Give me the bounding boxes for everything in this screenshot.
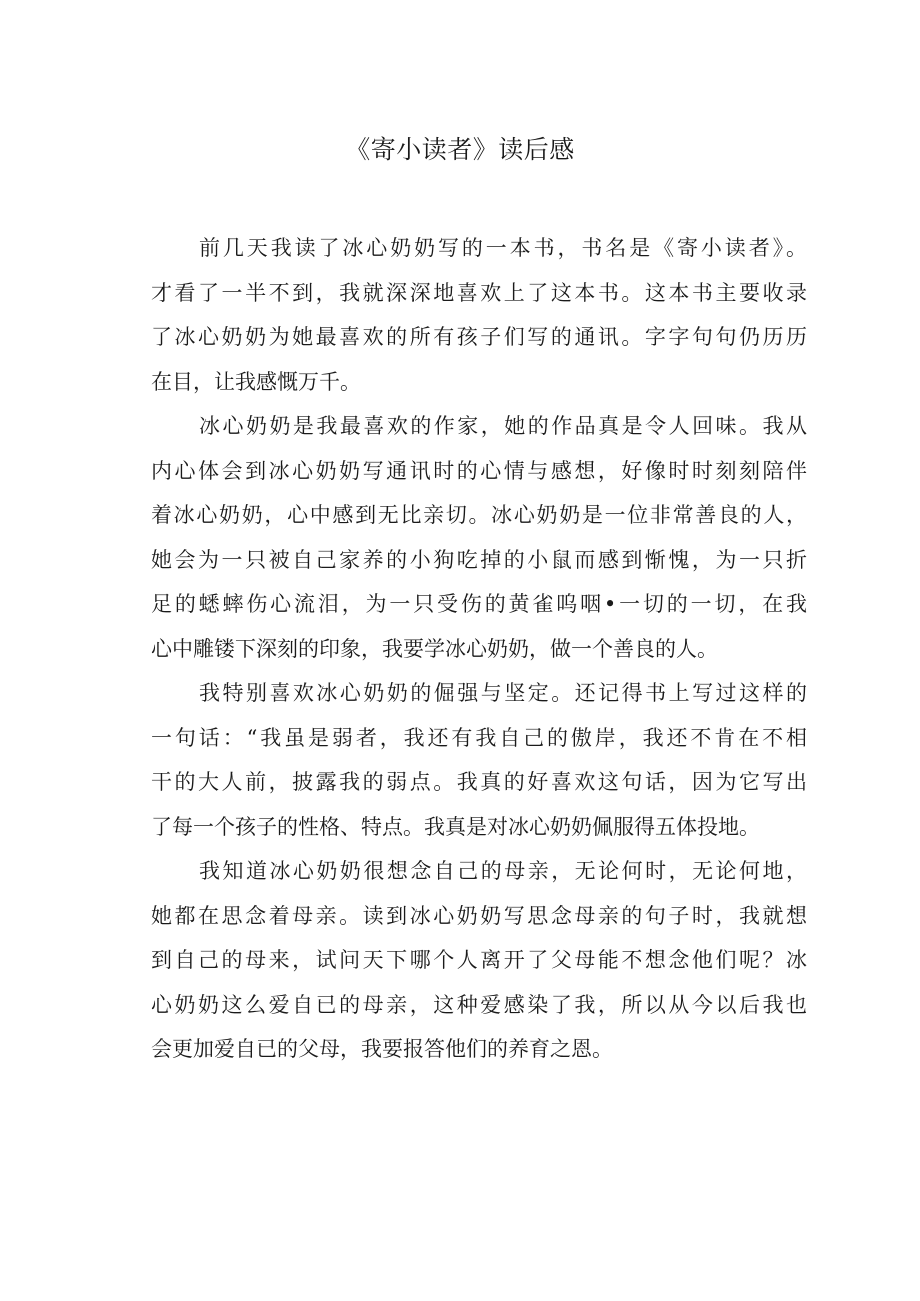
text-line: 我特别喜欢冰心奶奶的倔强与坚定。还记得书上写过这样的	[199, 681, 807, 705]
document-title: 《寄小读者》读后感	[345, 135, 575, 164]
text-line: 冰心奶奶是我最喜欢的作家，她的作品真是令人回味。我从	[199, 414, 807, 438]
text-line: 前几天我读了冰心奶奶写的一本书，书名是《寄小读者》。	[199, 236, 807, 260]
paragraph-1	[151, 226, 807, 404]
document-body	[151, 226, 807, 1072]
text-line: 干的大人前，披露我的弱点。我真的好喜欢这句话，因为它写出	[151, 770, 807, 794]
text-line: 足的蟋蟀伤心流泪，为一只受伤的黄雀呜咽•一切的一切，在我	[151, 592, 807, 616]
text-line: 了每一个孩子的性格、特点。我真是对冰心奶奶佩服得五体投地。	[151, 814, 760, 839]
text-line: 内心体会到冰心奶奶写通讯时的心情与感想，好像时时刻刻陪伴	[151, 458, 807, 483]
text-line: 我知道冰心奶奶很想念自己的母亲，无论何时，无论何地，	[199, 859, 807, 883]
text-line: 到自己的母来，试问天下哪个人离开了父母能不想念他们呢？冰	[151, 948, 807, 972]
text-line: 一句话：“我虽是弱者，我还有我自己的傲岸，我还不肯在不相	[151, 725, 807, 750]
paragraph-4	[151, 849, 807, 1072]
text-line: 心中雕镂下深刻的印象，我要学冰心奶奶，做一个善良的人。	[151, 636, 718, 661]
text-line: 才看了一半不到，我就深深地喜欢上了这本书。这本书主要收录	[151, 280, 807, 305]
text-line: 在目，让我感慨万千。	[151, 369, 361, 394]
text-line: 会更加爱自已的父母，我要报答他们的养育之恩。	[151, 1037, 613, 1061]
text-line: 她都在思念着母亲。读到冰心奶奶写思念母亲的句子时，我就想	[151, 903, 807, 928]
text-line: 心奶奶这么爱自已的母亲，这种爱感染了我，所以从今以后我也	[151, 992, 807, 1017]
paragraph-3	[151, 671, 807, 849]
text-line: 她会为一只被自己家养的小狗吃掉的小鼠而感到惭愧，为一只折	[151, 547, 807, 572]
text-line: 了冰心奶奶为她最喜欢的所有孩子们写的通讯。字字句句仍历历	[151, 325, 807, 349]
paragraph-2	[151, 404, 807, 671]
text-line: 着冰心奶奶，心中感到无比亲切。冰心奶奶是一位非常善良的人，	[151, 503, 807, 527]
